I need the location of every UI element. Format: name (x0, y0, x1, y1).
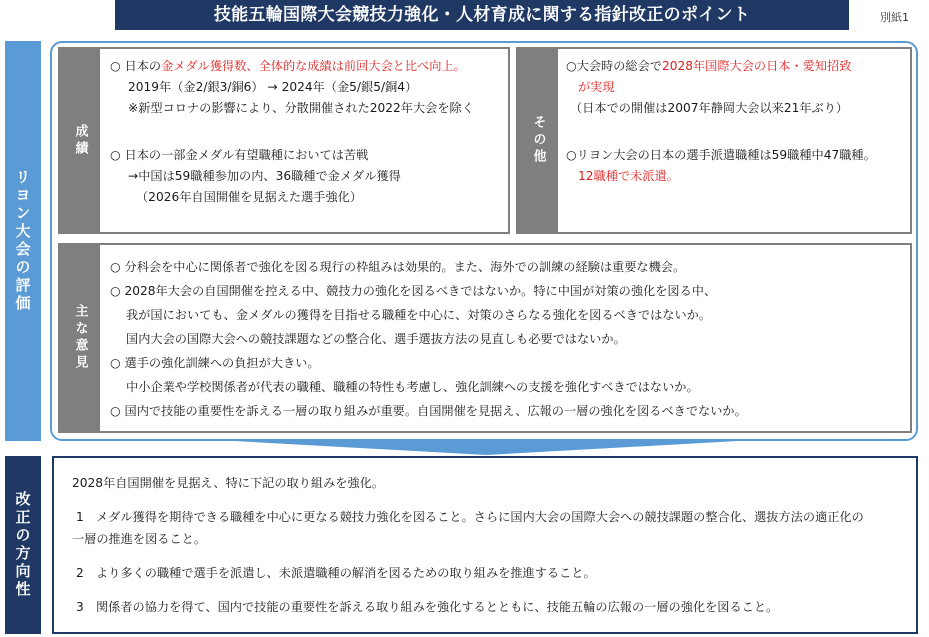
evaluation-label-text: リヨン大会の評価 (13, 169, 32, 313)
direction-label-text: 改正の方向性 (13, 491, 32, 599)
direction-content (72, 472, 864, 618)
direction-item-1a: 1 メダル獲得を期待できる職種を中心に更なる競技力強化を図ること。さらに国内大会の国際大会への競技課題の整合化、選抜方法の適正化の (76, 510, 864, 524)
other-line-4: ○リヨン大会の日本の選手派遣職種は59職種中47職種。 (566, 148, 876, 162)
other-line-2: が実現 (578, 80, 615, 94)
other-box (516, 47, 912, 234)
results-line-3: ※新型コロナの影響により、分散開催された2022年大会を除く (128, 101, 474, 115)
evaluation-section-label (5, 41, 41, 441)
direction-section-label (5, 456, 41, 634)
other-line-5: 12職種で未派遣。 (578, 169, 679, 183)
results-line-4: ○ 日本の一部金メダル有望職種においては苦戦 (110, 148, 369, 162)
other-line-1: ○大会時の総会で2028年国際大会の日本・愛知招致 (566, 59, 852, 73)
opinion-line: ○ 選手の強化訓練への負担が大きい。 (110, 356, 320, 370)
results-box (58, 47, 510, 234)
results-line-5: →中国は59職種参加の内、36職種で金メダル獲得 (128, 169, 401, 183)
opinion-line: ○ 2028年大会の自国開催を控える中、競技力の強化を図るべきではないか。特に中国が対策の強化を図る中、 (110, 284, 717, 298)
results-content (110, 56, 474, 208)
opinion-line: ○ 国内で技能の重要性を訴える一層の取り組みが重要。自国開催を見据え、広報の一層の強化を図るべきでないか。 (110, 404, 747, 418)
direction-item-3: 3 関係者の協力を得て、国内で技能の重要性を訴える取り組みを強化するとともに、技能五輪の広報の一層の強化を図ること。 (76, 600, 779, 614)
results-label: 成績 (60, 49, 100, 232)
other-line-3: （日本での開催は2007年静岡大会以来21年ぶり） (570, 101, 849, 115)
opinion-line: 国内大会の国際大会への競技課題などの整合化、選手選抜方法の見直しも必要ではないか。 (110, 332, 626, 346)
direction-item-1b: 一層の推進を図ること。 (72, 532, 207, 546)
down-arrow-icon (234, 441, 738, 455)
opinion-line: 我が国においても、金メダルの獲得を目指せる職種を中心に、対策のさらなる強化を図るべきではないか。 (110, 308, 712, 322)
direction-intro: 2028年自国開催を見据え、特に下記の取り組みを強化。 (72, 476, 385, 490)
other-label: その他 (518, 49, 558, 232)
opinions-content (110, 255, 747, 423)
attachment-tag: 別紙1 (880, 11, 909, 24)
results-line-2: 2019年（金2/銀3/銅6） → 2024年（金5/銀5/銅4） (128, 80, 418, 94)
page-title: 技能五輪国際大会競技力強化・人材育成に関する指針改正のポイント (115, 0, 849, 30)
results-line-1: ○ 日本の金メダル獲得数、全体的な成績は前回大会と比べ向上。 (110, 59, 466, 73)
results-line-6: （2026年自国開催を見据えた選手強化） (136, 190, 363, 204)
direction-item-2: 2 より多くの職種で選手を派遣し、未派遣職種の解消を図るための取り組みを推進すること。 (76, 566, 596, 580)
direction-box (52, 456, 918, 634)
opinions-label: 主な意見 (60, 245, 100, 431)
opinions-box (58, 243, 912, 433)
other-content (566, 56, 876, 187)
opinion-line: 中小企業や学校関係者が代表の職種、職種の特性も考慮し、強化訓練への支援を強化すべきではないか。 (110, 380, 699, 394)
opinion-line: ○ 分科会を中心に関係者で強化を図る現行の枠組みは効果的。また、海外での訓練の経験は重要な機会。 (110, 260, 686, 274)
